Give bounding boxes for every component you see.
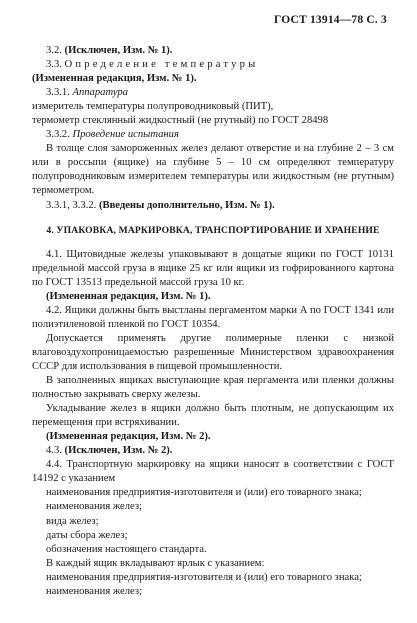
list-item: наименования желез; <box>46 585 142 597</box>
list-item: даты сбора желез; <box>46 529 128 541</box>
clause-3-3-1-3-3-2 <box>32 199 394 213</box>
clause-number: 4.3. <box>46 445 65 457</box>
clause-3-2 <box>32 44 394 58</box>
paragraph: В толще слоя замороженных желез делают отверстие и на глубине 2 – 3 см или в россыпи (ящике) на глубине 5 – 10 см определяют температуру полупроводниковым измерителем температуры или жидкостным (не ртутным) термометром. <box>32 143 394 197</box>
paragraph: 4.4. Транспортную маркировку на ящики наносят в соответствии с ГОСТ 14192 с указанием <box>32 459 394 485</box>
paragraph: 4.2. Ящики должны быть выстланы пергаментом марки А по ГОСТ 1341 или полиэтиленовой пленкой по ГОСТ 10354. <box>32 304 394 330</box>
amendment-note: (Измененная редакция, Изм. № 2). <box>46 431 211 443</box>
list-item: обозначения настоящего стандарта. <box>46 543 207 555</box>
clause-3-3 <box>32 58 394 72</box>
clause-number: 3.3.1, 3.3.2. <box>46 199 99 211</box>
amendment-note: (Измененная редакция, Изм. № 1). <box>46 290 211 302</box>
clause-number: 3.2. <box>46 45 65 56</box>
amendment-note: (Исключен, Изм. № 2). <box>64 445 173 457</box>
amendment-note: (Исключен, Изм. № 1). <box>64 45 173 56</box>
clause-number: 3.3. <box>46 59 65 71</box>
list-item: наименования предприятия-изготовителя и (или) его товарного знака; <box>46 571 362 583</box>
clause-3-3-2 <box>32 128 394 142</box>
equipment-item: термометр стеклянный жидкостный (не ртутный) по ГОСТ 28498 <box>32 115 329 127</box>
paragraph: Допускается применять другие полимерные пленки с низкой влаговоздухопроницаемостью разрешенные Министерством здравоохранения СССР для использования в пищевой промышленности. <box>32 332 394 372</box>
paragraph: В заполненных ящиках выступающие края пергамента или пленки должны полностью закрывать сверху железы. <box>32 375 394 401</box>
paragraph: Укладывание желез в ящики должно быть плотным, не допускающим их перемещения при встряхивании. <box>32 403 394 429</box>
list-item: наименования предприятия-изготовителя и (или) его товарного знака; <box>46 487 362 499</box>
amendment-note: (Введены дополнительно, Изм. № 1). <box>98 199 275 211</box>
clause-3-3-1 <box>32 86 394 100</box>
clause-number: 3.3.2. <box>46 129 73 141</box>
clause-title: Проведение испытания <box>72 129 179 141</box>
clause-title: Аппаратура <box>72 87 128 99</box>
amendment-note: (Измененная редакция, Изм. № 1). <box>32 73 197 85</box>
clause-4-3 <box>32 444 394 458</box>
paragraph: В каждый ящик вкладывают ярлык с указанием: <box>46 557 265 569</box>
equipment-item: измеритель температуры полупроводниковый (ПИТ), <box>32 101 274 113</box>
clause-title: Определение температуры <box>64 59 259 71</box>
list-item: наименования желез; <box>46 501 142 513</box>
document-body <box>32 44 394 599</box>
list-item: вида желез; <box>46 515 99 527</box>
paragraph: 4.1. Щитовидные железы упаковывают в дощатые ящики по ГОСТ 10131 предельной массой груза в ящике 25 кг или ящики из гофрированного картона по ГОСТ 13513 предельной массой груза 10 кг. <box>32 248 394 288</box>
section-heading: 4. УПАКОВКА, МАРКИРОВКА, ТРАНСПОРТИРОВАНИЕ И ХРАНЕНИЕ <box>46 224 380 236</box>
page-header: ГОСТ 13914—78 С. 3 <box>274 14 387 26</box>
clause-number: 3.3.1. <box>46 87 73 99</box>
